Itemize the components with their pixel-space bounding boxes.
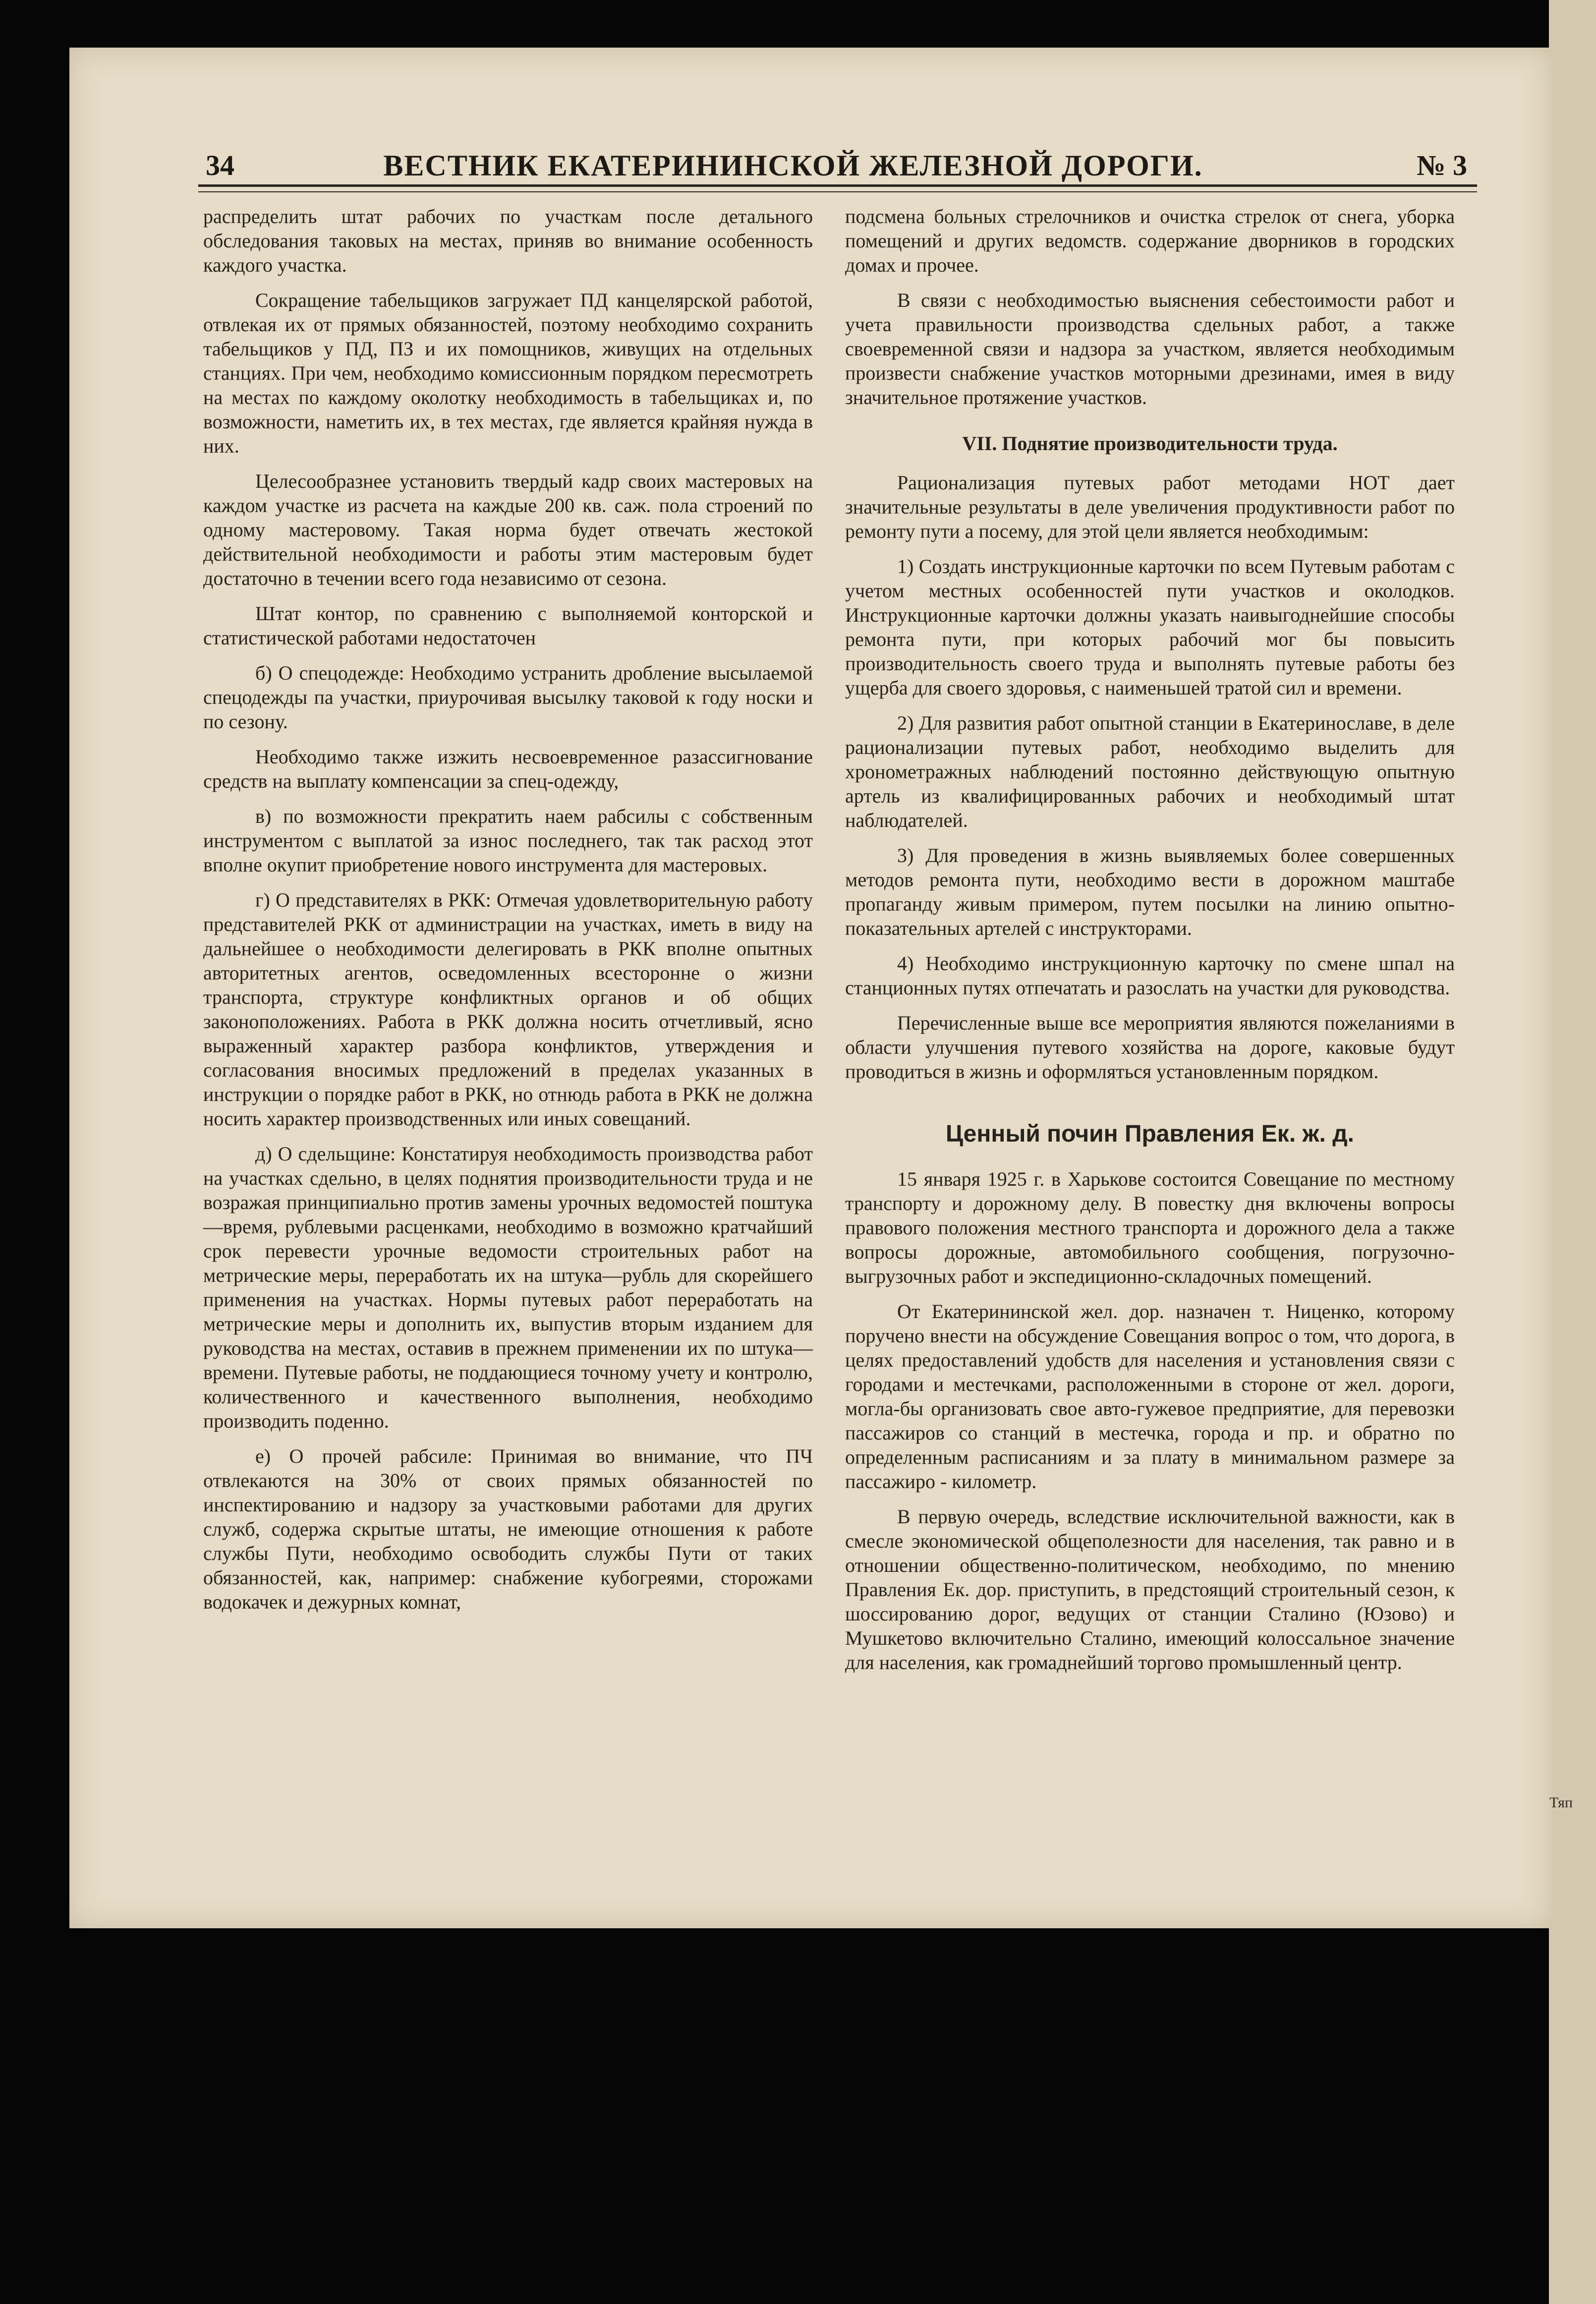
paragraph: 1) Создать инструкционные карточки по всем Путевым работам с учетом местных особенностей пути участков и околодков. Инструкционные карточки должны указать наивыгоднейшие способы ремонта пути, при которых рабочий мог бы повысить производительность своего труда и выполнять путевые работы без ущерба для своего здоровья, с наименьшей тратой сил и времени. (845, 555, 1455, 699)
paragraph: 3) Для проведения в жизнь выявляемых более совершенных методов ремонта пути, необходимо вести в дорожном маштабе пропаганду живым примером, путем посылки на линию опытно-показательных артелей с инструкторами. (845, 844, 1455, 939)
paragraph: Перечисленные выше все мероприятия являются пожеланиями в области улучшения путевого хозяйства на дороге, каковые будут проводиться в жизнь и оформляться установленным порядком. (845, 1012, 1455, 1083)
adjacent-page-fragment: Тяп (1549, 1794, 1573, 1811)
paragraph: 15 января 1925 г. в Харькове состоится Совещание по местному транспорту и дорожному делу. В повестку дня включены вопросы правового положения местного транспорта и дорожного дела а также вопросы дорожные, автомобильного сообщения, погрузочно-выгрузочных работ и экспедиционно-складочных помещений. (845, 1168, 1455, 1287)
adjacent-page-edge (1549, 0, 1596, 2304)
paragraph: б) О спецодежде: Необходимо устранить дробление высылаемой спецодежды па участки, приурочивая высылку таковой к году носки и по сезону. (203, 662, 813, 733)
page-number: 34 (206, 149, 234, 181)
header-rule-thin (198, 191, 1477, 192)
paragraph: От Екатерининской жел. дор. назначен т. Ниценко, которому поручено внести на обсуждение Совещания вопрос о том, что дорога, в целях предоставлений удобств для населения и установления связи с городами и местечками, расположенными в стороне от жел. дороги, могла-бы организовать свое авто-гужевое предприятие, для перевозки пассажиров со станций в местечка, города и пр. и обратно по определенным расписаниям и за плату в минимальном размере за пассажиро - километр. (845, 1300, 1455, 1493)
section-heading: VII. Поднятие производительности труда. (962, 432, 1338, 455)
paragraph: Сокращение табельщиков загружает ПД канцелярской работой, отвлекая их от прямых обязанностей, поэтому необходимо сохранить табельщиков у ПД, ПЗ и их помощников, живущих на отдельных станциях. При чем, необходимо комиссионным порядком пересмотреть на местах по каждому околотку необходимость в табельщиках и, по возможности, наметить их, в тех местах, где является крайняя нужда в них. (203, 289, 813, 457)
paragraph: распределить штат рабочих по участкам после детального обследования таковых на местах, приняв во внимание особенность каждого участка. (203, 205, 813, 276)
paragraph: Штат контор, по сравнению с выполняемой конторской и статистической работами недостаточен (203, 602, 813, 649)
issue-number: № 3 (1417, 149, 1467, 181)
paragraph: Рационализация путевых работ методами НОТ дает значительные результаты в деле увеличения продуктивности работ по ремонту пути а посему, для этой цели является необходимым: (845, 471, 1455, 542)
article-title: Ценный почин Правления Ек. ж. д. (946, 1121, 1354, 1147)
header-rule (198, 184, 1477, 187)
paragraph: 2) Для развития работ опытной станции в Екатеринославе, в деле рационализации путевых работ, необходимо выделить для хронометражных наблюдений постоянно действующую опытную артель из квалифицированных рабочих и необходимый штат наблюдателей. (845, 712, 1455, 831)
journal-title: ВЕСТНИК ЕКАТЕРИНИНСКОЙ ЖЕЛЕЗНОЙ ДОРОГИ. (383, 149, 1203, 182)
paragraph: В связи с необходимостью выяснения себестоимости работ и учета правильности производства сдельных работ, а также своевременной связи и надзора за участком, является необходимым произвести снабжение участков моторными дрезинами, имея в виду значительное протяжение участков. (845, 289, 1455, 408)
paragraph: В первую очередь, вследствие исключительной важности, как в смесле экономической общеполезности для населения, так равно и в отношении общественно-политическом, необходимо, по мнению Правления Ек. дор. приступить, в предстоящий строительный сезон, к шоссированию дорог, ведущих от станции Сталино (Юзово) и Мушкетово включительно Сталино, имеющий колоссальное значение для населения, как громаднейший торгово промышленный центр. (845, 1505, 1455, 1673)
paragraph: г) О представителях в РКК: Отмечая удовлетворительную работу представителей РКК от администрации на участках, иметь в виду на дальнейшее о необходимости делегировать в РКК вполне опытных авторитетных агентов, осведомленных всесторонне о жизни транспорта, структуре конфликтных органов и об общих законоположениях. Работа в РКК должна носить отчетливый, ясно выраженный характер разбора конфликтов, утверждения и согласования вносимых предложений в пределах указанных в инструкции о порядке работ в РКК, но отнюдь работа в РКК не должна носить характер производственных или иных совещаний. (203, 889, 813, 1130)
page-header (119, 149, 1467, 181)
paragraph: е) О прочей рабсиле: Принимая во внимание, что ПЧ отвлекаются на 30% от своих прямых обязанностей по инспектированию и надзору за участковыми работами для других служб, содержа скрытые штаты, не имеющие отношения к работе службы Пути, необходимо освободить службы Пути от таких обязанностей, как, например: снабжение кубогреями, сторожами водокачек и дежурных комнат, (203, 1445, 813, 1613)
paragraph: Необходимо также изжить несвоевременное разассигнование средств на выплату компенсации за спец-одежду, (203, 746, 813, 792)
paragraph: д) О сдельщине: Констатируя необходимость производства работ на участках сдельно, в целях поднятия производительности труда и не возражая принципиально против замены урочных ведомостей поштука—время, рублевыми расценками, необходимо в возможно кратчайший срок перевести урочные ведомости строительных работ на метрические меры, переработать их на штука—рубль для скорейшего применения на участках. Нормы путевых работ переработать на метрические меры и дополнить их, выпустив вторым изданием для руководства на местах, оставив в прежнем применении их по штука—времени. Путевые работы, не поддающиеся точному учету и контролю, количественного и качественного выполнения, необходимо производить поденно. (203, 1143, 813, 1432)
paragraph: подсмена больных стрелочников и очистка стрелок от снега, уборка помещений и других ведомств. содержание дворников в городских домах и прочее. (845, 205, 1455, 276)
paragraph: в) по возможности прекратить наем рабсилы с собственным инструментом с выплатой за износ последнего, так так расход этот вполне окупит приобретение нового инструмента для мастеровых. (203, 805, 813, 876)
paragraph: Целесообразнее установить твердый кадр своих мастеровых на каждом участке из расчета на каждые 200 кв. саж. пола строений по одному мастеровому. Такая норма будет отвечать жестокой действительной необходимости и работы этим мастеровым будет достаточно в течении всего года независимо от сезона. (203, 470, 813, 589)
paragraph: 4) Необходимо инструкционную карточку по смене шпал на станционных путях отпечатать и разослать на участки для руководства. (845, 952, 1455, 999)
right-column (845, 204, 1455, 1685)
left-column (203, 204, 813, 1625)
